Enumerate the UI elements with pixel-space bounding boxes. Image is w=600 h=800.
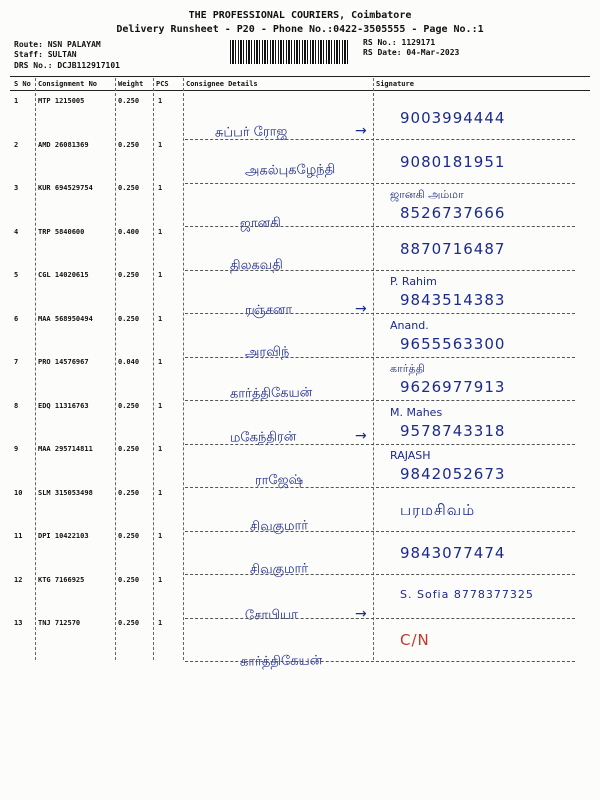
signature-phone: 8526737666	[400, 204, 506, 222]
row-sno: 8	[14, 401, 19, 410]
consignment-no: TNJ 712570	[38, 619, 81, 627]
consignment-no: MAA 568950494	[38, 314, 93, 323]
row-sno: 6	[14, 314, 19, 323]
pcs: 1	[158, 227, 163, 236]
arrow-icon: →	[355, 427, 367, 444]
signature: 8870716487	[400, 239, 506, 258]
pcs: 1	[158, 445, 163, 453]
row-separator	[185, 661, 575, 662]
runsheet-subtitle: Delivery Runsheet - P20 - Phone No.:0422-3505555 - Page No.:1	[116, 24, 484, 35]
col-header-consignment: Consignment No	[38, 80, 98, 88]
row-sno: 11	[14, 532, 23, 540]
table-top-rule	[10, 76, 590, 77]
staff-label: Staff: SULTAN	[14, 50, 77, 59]
pcs: 1	[158, 532, 163, 540]
consignment-no: PRO 14576967	[38, 358, 89, 366]
consignee-name: அகல்புகழேந்தி	[244, 161, 336, 179]
pcs: 1	[158, 140, 163, 149]
company-title: THE PROFESSIONAL COURIERS, Coimbatore	[188, 10, 412, 21]
signature-phone: 9578743318	[400, 421, 506, 440]
rs-date: RS Date: 04-Mar-2023	[363, 48, 460, 57]
consignment-no: TRP 5840600	[38, 227, 85, 236]
pcs: 1	[158, 575, 163, 584]
col-divider	[373, 78, 374, 660]
signature-name: கார்த்தி	[390, 362, 425, 375]
row-sno: 12	[14, 575, 23, 584]
consignee-name: சிவகுமார்	[249, 561, 309, 578]
signature: S. Sofia 8778377325	[400, 587, 534, 601]
weight: 0.250	[118, 575, 140, 584]
row-sno: 2	[14, 140, 19, 149]
weight: 0.250	[118, 401, 140, 410]
row-separator	[185, 270, 575, 271]
weight: 0.250	[118, 314, 140, 323]
signature: C/N	[400, 631, 430, 649]
consignee-name: ஜானகி	[239, 215, 282, 232]
row-separator	[185, 226, 575, 227]
signature-phone: 9626977913	[400, 378, 506, 396]
row-sno: 9	[14, 445, 19, 453]
col-divider	[115, 78, 116, 660]
signature-phone: 9655563300	[400, 334, 506, 353]
row-sno: 7	[14, 358, 19, 366]
arrow-icon: →	[355, 123, 367, 139]
consignment-no: DPI 10422103	[38, 532, 89, 540]
row-sno: 10	[14, 488, 23, 497]
row-separator	[185, 313, 575, 314]
arrow-icon: →	[355, 605, 367, 622]
weight: 0.250	[118, 140, 140, 149]
row-separator	[185, 574, 575, 575]
consignment-no: KUR 694529754	[38, 184, 93, 192]
pcs: 1	[158, 358, 163, 366]
col-divider	[35, 78, 36, 660]
col-header-consignee: Consignee Details	[186, 80, 258, 88]
weight: 0.250	[118, 488, 140, 497]
route-label: Route: NSN PALAYAM	[14, 40, 101, 49]
signature: 9080181951	[400, 152, 506, 171]
row-separator	[185, 444, 575, 445]
signature-name: RAJASH	[390, 449, 431, 462]
header-rule	[10, 90, 590, 91]
signature-name: M. Mahes	[390, 405, 443, 419]
row-separator	[185, 357, 575, 358]
col-header-sno: S No	[14, 80, 31, 88]
signature-phone: 9842052673	[400, 465, 506, 483]
pcs: 1	[158, 97, 163, 105]
weight: 0.250	[118, 445, 140, 453]
col-header-pcs: PCS	[156, 80, 169, 88]
consignment-no: SLM 315053498	[38, 488, 93, 497]
row-sno: 3	[14, 184, 19, 192]
signature-name: ஜானகி அம்மா	[390, 188, 464, 201]
signature-name: Anand.	[390, 318, 429, 332]
row-separator	[185, 531, 575, 532]
signature-phone: 9843514383	[400, 291, 506, 309]
row-separator	[185, 487, 575, 488]
consignee-name: மகேந்திரன்	[229, 428, 297, 446]
weight: 0.250	[118, 271, 140, 279]
signature: பரமசிவம்	[400, 500, 476, 519]
pcs: 1	[158, 271, 163, 279]
row-sno: 1	[14, 97, 19, 105]
row-separator	[185, 400, 575, 401]
consignee-name: சோபியா	[244, 607, 299, 623]
drs-label: DRS No.: DCJB112917101	[14, 61, 120, 70]
weight: 0.040	[118, 358, 140, 366]
col-header-weight: Weight	[118, 80, 144, 88]
consignment-no: AMD 26081369	[38, 140, 89, 149]
col-header-signature: Signature	[376, 80, 414, 88]
consignment-no: MAA 295714811	[38, 445, 93, 453]
row-sno: 4	[14, 227, 19, 236]
row-sno: 13	[14, 619, 23, 627]
weight: 0.250	[118, 184, 140, 192]
pcs: 1	[158, 314, 163, 323]
weight: 0.250	[118, 97, 140, 105]
consignee-name: ரஞ்சனா	[244, 302, 293, 319]
signature: 9843077474	[400, 544, 506, 562]
pcs: 1	[158, 184, 163, 192]
arrow-icon: →	[355, 301, 367, 317]
consignment-no: EDQ 11316763	[38, 401, 89, 410]
row-separator	[185, 618, 575, 619]
signature: 9003994444	[400, 109, 506, 127]
consignee-name: சிவகுமார்	[249, 517, 309, 535]
pcs: 1	[158, 619, 163, 627]
weight: 0.400	[118, 227, 140, 236]
consignee-name: அரவிந்	[244, 344, 290, 360]
row-separator	[185, 183, 575, 184]
consignment-no: MTP 1215005	[38, 97, 85, 105]
consignment-no: KTG 7166925	[38, 575, 85, 584]
row-sno: 5	[14, 271, 19, 279]
weight: 0.250	[118, 619, 140, 627]
consignment-no: CGL 14020615	[38, 271, 89, 279]
barcode	[230, 40, 350, 64]
consignee-name: சுப்பர் ரோஜ	[214, 124, 288, 141]
weight: 0.250	[118, 532, 140, 540]
consignee-name: கார்த்திகேயன்	[229, 385, 313, 402]
signature-name: P. Rahim	[390, 275, 437, 288]
col-divider	[153, 78, 154, 660]
col-divider	[183, 78, 184, 660]
consignee-name: ராஜேஷ்	[254, 472, 304, 489]
consignee-name: கார்த்திகேயன்	[239, 653, 323, 670]
consignee-name: திலகவதி	[229, 257, 283, 273]
pcs: 1	[158, 488, 163, 497]
pcs: 1	[158, 401, 163, 410]
rs-number: RS No.: 1129171	[363, 38, 436, 47]
row-separator	[185, 139, 575, 140]
